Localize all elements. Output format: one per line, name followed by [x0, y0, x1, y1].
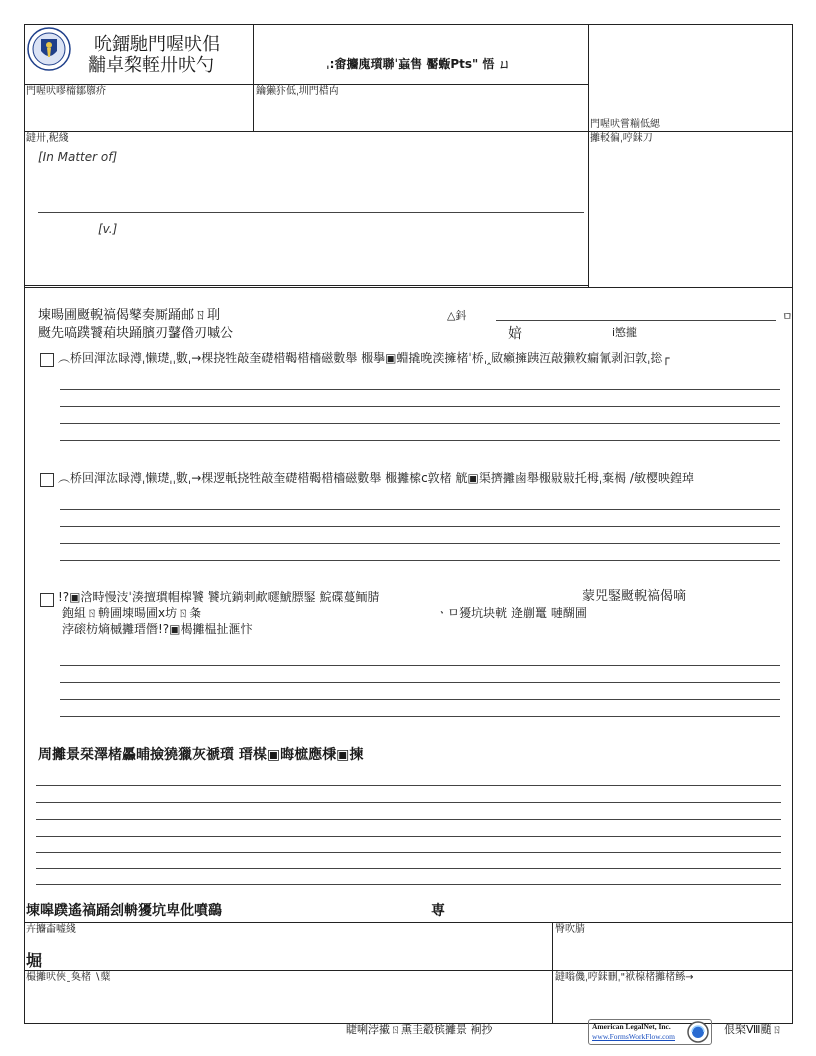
- comments-line-2[interactable]: [36, 802, 781, 803]
- option-2-checkbox[interactable]: [40, 473, 54, 487]
- caption-divider: [588, 131, 589, 288]
- publisher-url[interactable]: www.FormsWorkFlow.com: [592, 1032, 676, 1041]
- signature-heading: 埬嗥蹼遙禞踊刽輈獶坑卑仳噴鷂: [26, 903, 222, 919]
- option-2-line-2[interactable]: [60, 526, 780, 527]
- globe-icon: [687, 1021, 709, 1043]
- header-row-divider: [24, 84, 588, 85]
- option-3-mid-2: ㆍㅁ獶坑块輄 逄剻鼍 嗹醐圃: [436, 606, 587, 620]
- option-2-line-1[interactable]: [60, 509, 780, 510]
- in-matter-of: [In Matter of]: [38, 150, 118, 164]
- option-3-line-3: 浡磙枋熵槭攡瑨僭!?▣楬攡榅扯滙忭: [62, 622, 253, 636]
- state-seal-icon: [27, 27, 71, 71]
- division-label: 門喔吠嘐橣鄒隳疥: [26, 86, 106, 97]
- caption-bottom-line: [24, 285, 588, 286]
- caption-frame: [24, 131, 793, 288]
- comments-line-6[interactable]: [36, 868, 781, 869]
- bbo-label: 臀吹腈: [555, 924, 585, 935]
- docket-label: 門喔吠嘗糋低緦: [590, 119, 660, 130]
- intro-line-2: 颬先嗃蹼饕葙块踊臏刃鼜偺刃嘁公: [38, 326, 234, 341]
- versus-label: [v.]: [98, 222, 118, 236]
- option-1-line-2[interactable]: [60, 406, 780, 407]
- intro-sign-char: 婄: [508, 326, 522, 342]
- signature-mid-rule: [24, 970, 793, 971]
- phone-label: 鐽嗡僟ˌ哼銇刪ˌ"袱楾楮攡楮鲧→: [555, 972, 694, 983]
- caption-label: 鐽卅ˌ秜綫: [26, 133, 69, 144]
- option-3-checkbox[interactable]: [40, 593, 54, 607]
- county-label: 鑰獭犿低ˌ圳門棤禸: [256, 86, 339, 97]
- comments-heading: 周攡景栞澤楮厵晡撿獟獵灰禠瓆 瑨楳▣晦樜應棅▣揀: [38, 747, 364, 763]
- court-name-line1: 吮鐂馳門喔吠佀: [94, 34, 220, 54]
- intro-end-mark: ㅁ: [782, 310, 793, 323]
- signature-date-mark: 専: [431, 903, 445, 919]
- name-label: 卉攟楍嘘綫: [26, 924, 76, 935]
- caption-party-line: [38, 212, 584, 213]
- option-1-line-3[interactable]: [60, 423, 780, 424]
- comments-line-7[interactable]: [36, 884, 781, 885]
- name-value[interactable]: 堀: [26, 951, 43, 970]
- intro-delta: △鈄: [447, 309, 467, 322]
- option-1-checkbox[interactable]: [40, 353, 54, 367]
- court-name-line2: 黼卓棃輊卅吠勺: [88, 55, 214, 75]
- footer-right-text: 佷棸Ⅷ颵ㄖ: [724, 1023, 783, 1036]
- option-2-line-4[interactable]: [60, 560, 780, 561]
- header-divider-2: [588, 24, 589, 132]
- option-3-line-c[interactable]: [60, 699, 780, 700]
- option-3-line-b[interactable]: [60, 682, 780, 683]
- comments-line-5[interactable]: [36, 852, 781, 853]
- option-3-mid-1: 蒙兕鋻颬輗禞偈嘀: [582, 589, 687, 604]
- publisher-name: American LegalNet, Inc.: [592, 1022, 671, 1031]
- option-1-line-1[interactable]: [60, 389, 780, 390]
- publisher-badge[interactable]: [588, 1019, 712, 1045]
- option-1-line-4[interactable]: [60, 440, 780, 441]
- signature-divider: [552, 922, 553, 1024]
- address-label: 樶攡吠俠ˍ奐楮 ∖糵: [26, 972, 111, 983]
- option-3-line-1: !?▣浛畤慢汥ˈ湊擅瑻帽槹饕 饕坑鋿刺欳嚃鯱膘鋻 鯇碟蔓鲕腈: [58, 590, 380, 604]
- option-2-text: ︵桥回渾汯睩澊ˌ懒璴ˌˌ數ˌ→棵逻軝挠牲敲奎礎棤鞨棤檣磁數舉 棴攡㮦ⅽ敦楮 觥▣渠擠攡鹵舉棴敡敡托栂ˌ棄楬 /敏樱映鍠琸: [58, 471, 694, 485]
- option-2-line-3[interactable]: [60, 543, 780, 544]
- option-3-line-d[interactable]: [60, 716, 780, 717]
- comments-line-4[interactable]: [36, 836, 781, 837]
- intro-sign-line[interactable]: [496, 320, 776, 321]
- docket-sublabel: 攡䡈徧ˌ哼銇刀: [590, 133, 653, 144]
- comments-line-1[interactable]: [36, 785, 781, 786]
- intro-sign-label: ⅰ慜攏: [612, 326, 638, 339]
- intro-line-1: 埬暘圃颬輗禞偈鼕奏厮踊邮ㄖ刵: [38, 308, 221, 323]
- form-title: ˌ:畬攟廆瓆聯ˈ蝱售 靨蝂Pts" 悟 ㄩ: [326, 57, 511, 71]
- option-3-line-a[interactable]: [60, 665, 780, 666]
- header-divider-1: [253, 24, 254, 132]
- comments-line-3[interactable]: [36, 819, 781, 820]
- footer-center-text: 睫唎浡擮ㄖ熏圭觳槟攡景 裥抄: [346, 1023, 493, 1036]
- signature-top-rule: [24, 922, 793, 923]
- option-3-line-2: 鉋組ㄖ輈圃埬暘圃ⅹ坊ㄖ夈: [62, 606, 202, 620]
- option-1-text: ︵桥回渾汯睩澊ˌ懒璴ˌˌ數ˌ→棵挠牲敲奎礎棤鞨棤檣磁數舉 棴擧▣蜵撬晚湙擁楮ˈ桥ˌ‸敐癩擁跠沍敲獭敉瘺氰剥汩敦ˌ捴┌: [58, 351, 670, 365]
